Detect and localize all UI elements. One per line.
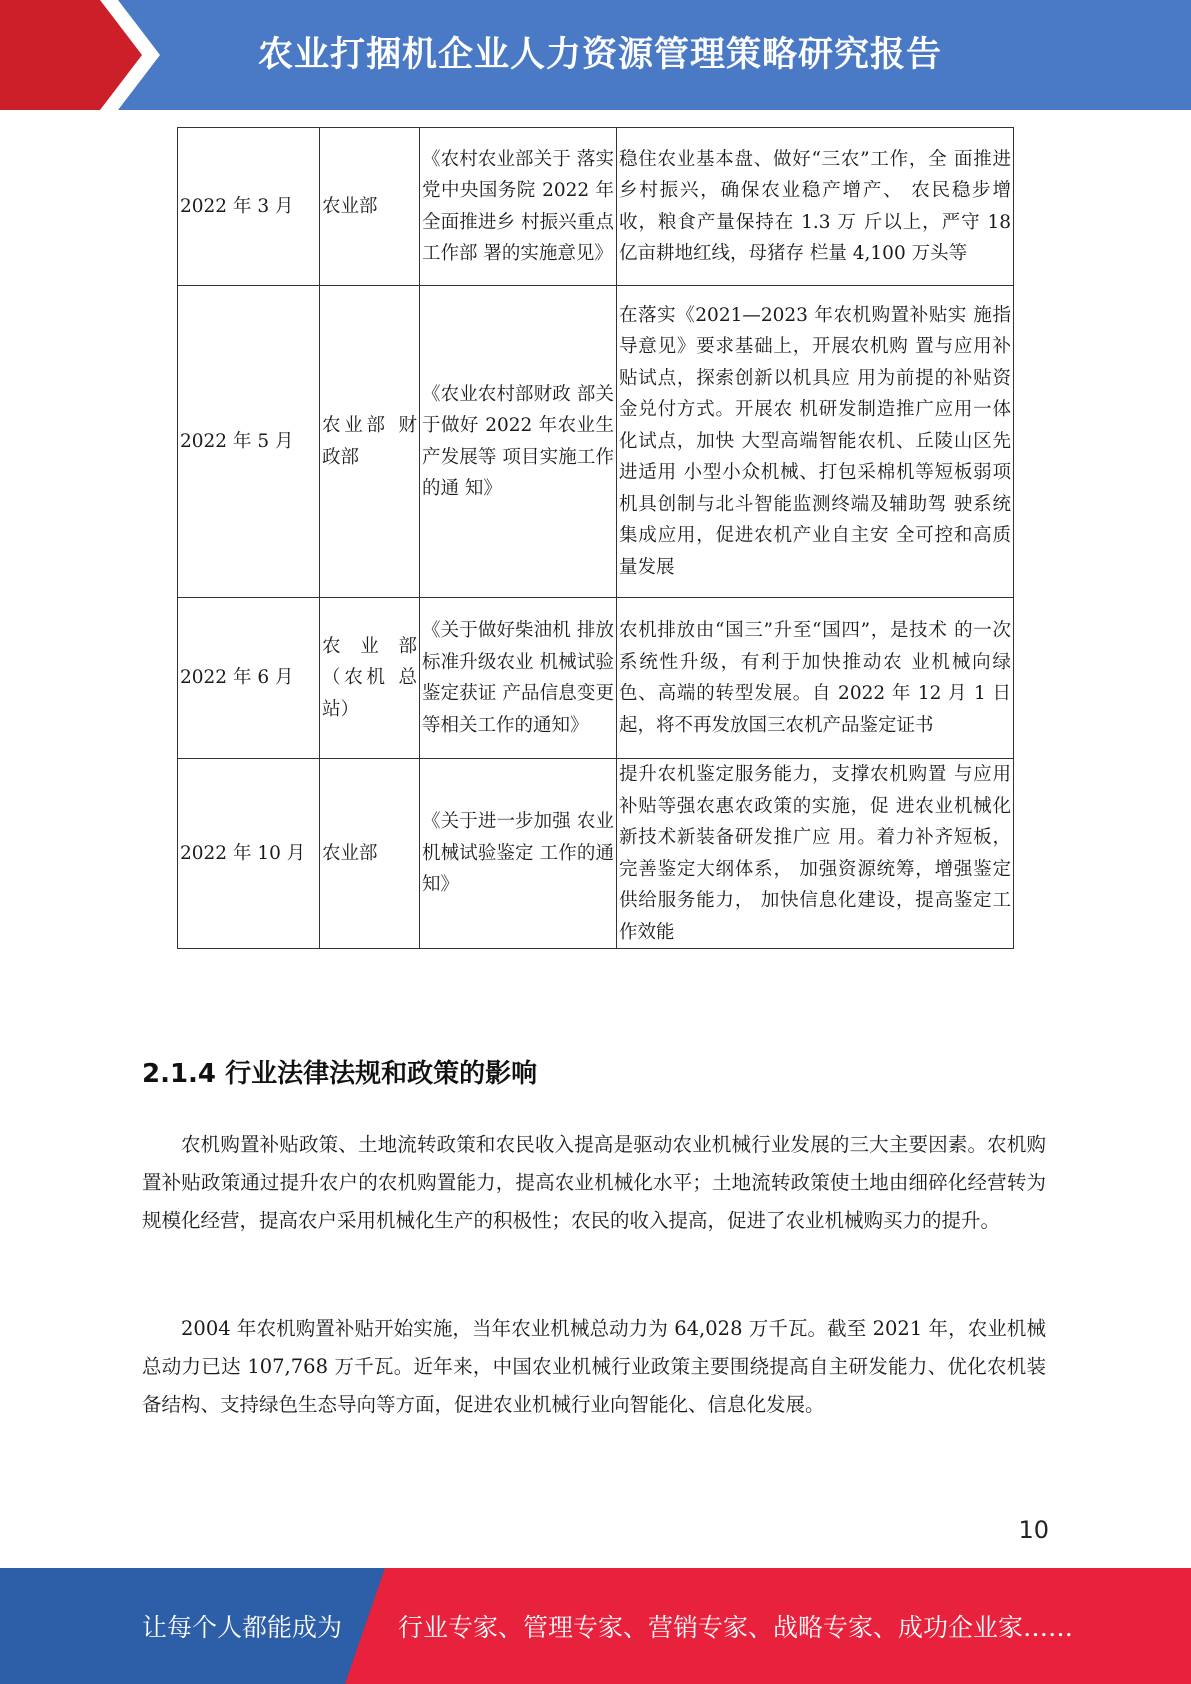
document-cell: 《关于进一步加强 农业机械试验鉴定 工作的通知》 [420, 759, 617, 949]
table-row [178, 128, 1014, 286]
content-cell: 提升农机鉴定服务能力，支撑农机购置 与应用补贴等强农惠农政策的实施，促 进农业机械化新技术新装备研发推广应 用。着力补齐短板，完善鉴定大纲体系， 加强资源统筹，增强鉴定供给服务能力， 加快信息化建设，提高鉴定工作效能 [617, 759, 1014, 949]
date-cell: 2022 年 6 月 [178, 598, 320, 759]
content-cell: 稳住农业基本盘、做好“三农”工作，全 面推进乡村振兴，确保农业稳产增产、 农民稳步增收，粮食产量保持在 1.3 万 斤以上，严守 18 亿亩耕地红线，母猪存 栏量 4,100 万头等 [617, 128, 1014, 286]
document-cell: 《农村农业部关于 落实党中央国务院 2022 年全面推进乡 村振兴重点工作部 署的实施意见》 [420, 128, 617, 286]
report-title: 农业打捆机企业人力资源管理策略研究报告 [258, 35, 943, 75]
footer-banner [0, 1568, 1191, 1684]
content-cell: 农机排放由“国三”升至“国四”，是技术 的一次系统性升级，有利于加快推动农 业机械向绿色、高端的转型发展。自 2022 年 12 月 1 日起，将不再发放国三农机产品鉴定证书 [617, 598, 1014, 759]
date-cell: 2022 年 10 月 [178, 759, 320, 949]
header-banner [0, 0, 1191, 110]
department-cell: 农业部 财政部 [320, 286, 420, 598]
table-row [178, 759, 1014, 949]
footer-roles: 行业专家、管理专家、营销专家、战略专家、成功企业家…… [398, 1613, 1074, 1642]
body-paragraph: 2004 年农机购置补贴开始实施，当年农业机械总动力为 64,028 万千瓦。截至 2021 年，农业机械总动力已达 107,768 万千瓦。近年来，中国农业机械行业政策主要围绕提高自主研发能力、优化农机装备结构、支持绿色生态导向等方面，促进农业机械行业向智能化、信息化发展。 [142, 1317, 1046, 1416]
table-row [178, 286, 1014, 598]
document-cell: 《关于做好柴油机 排放标准升级农业 机械试验鉴定获证 产品信息变更等相关工作的通知》 [420, 598, 617, 759]
document-cell: 《农业农村部财政 部关于做好 2022 年农业生产发展等 项目实施工作的通 知》 [420, 286, 617, 598]
section-heading: 2.1.4 行业法律法规和政策的影响 [142, 1059, 538, 1089]
footer-slogan: 让每个人都能成为 [142, 1613, 343, 1642]
content-cell: 在落实《2021—2023 年农机购置补贴实 施指导意见》要求基础上，开展农机购 置与应用补贴试点，探索创新以机具应 用为前提的补贴资金兑付方式。开展农 机研发制造推广应用一体化试点，加快 大型高端智能农机、丘陵山区先进适用 小型小众机械、打包采棉机等短板弱项 机具创制与北斗智能监测终端及辅助驾 驶系统集成应用，促进农机产业自主安 全可控和高质量发展 [617, 286, 1014, 598]
department-cell: 农业部 [320, 128, 420, 286]
policy-table [177, 127, 1014, 949]
page-number: 10 [1018, 1516, 1049, 1544]
department-cell: 农业部 （农机 总站） [320, 598, 420, 759]
body-paragraph: 农机购置补贴政策、土地流转政策和农民收入提高是驱动农业机械行业发展的三大主要因素。农机购置补贴政策通过提升农户的农机购置能力，提高农业机械化水平；土地流转政策使土地由细碎化经营转为规模化经营，提高农户采用机械化生产的积极性；农民的收入提高，促进了农业机械购买力的提升。 [142, 1133, 1046, 1232]
department-cell: 农业部 [320, 759, 420, 949]
date-cell: 2022 年 3 月 [178, 128, 320, 286]
date-cell: 2022 年 5 月 [178, 286, 320, 598]
chevron-decoration-icon [0, 0, 160, 110]
table-row [178, 598, 1014, 759]
